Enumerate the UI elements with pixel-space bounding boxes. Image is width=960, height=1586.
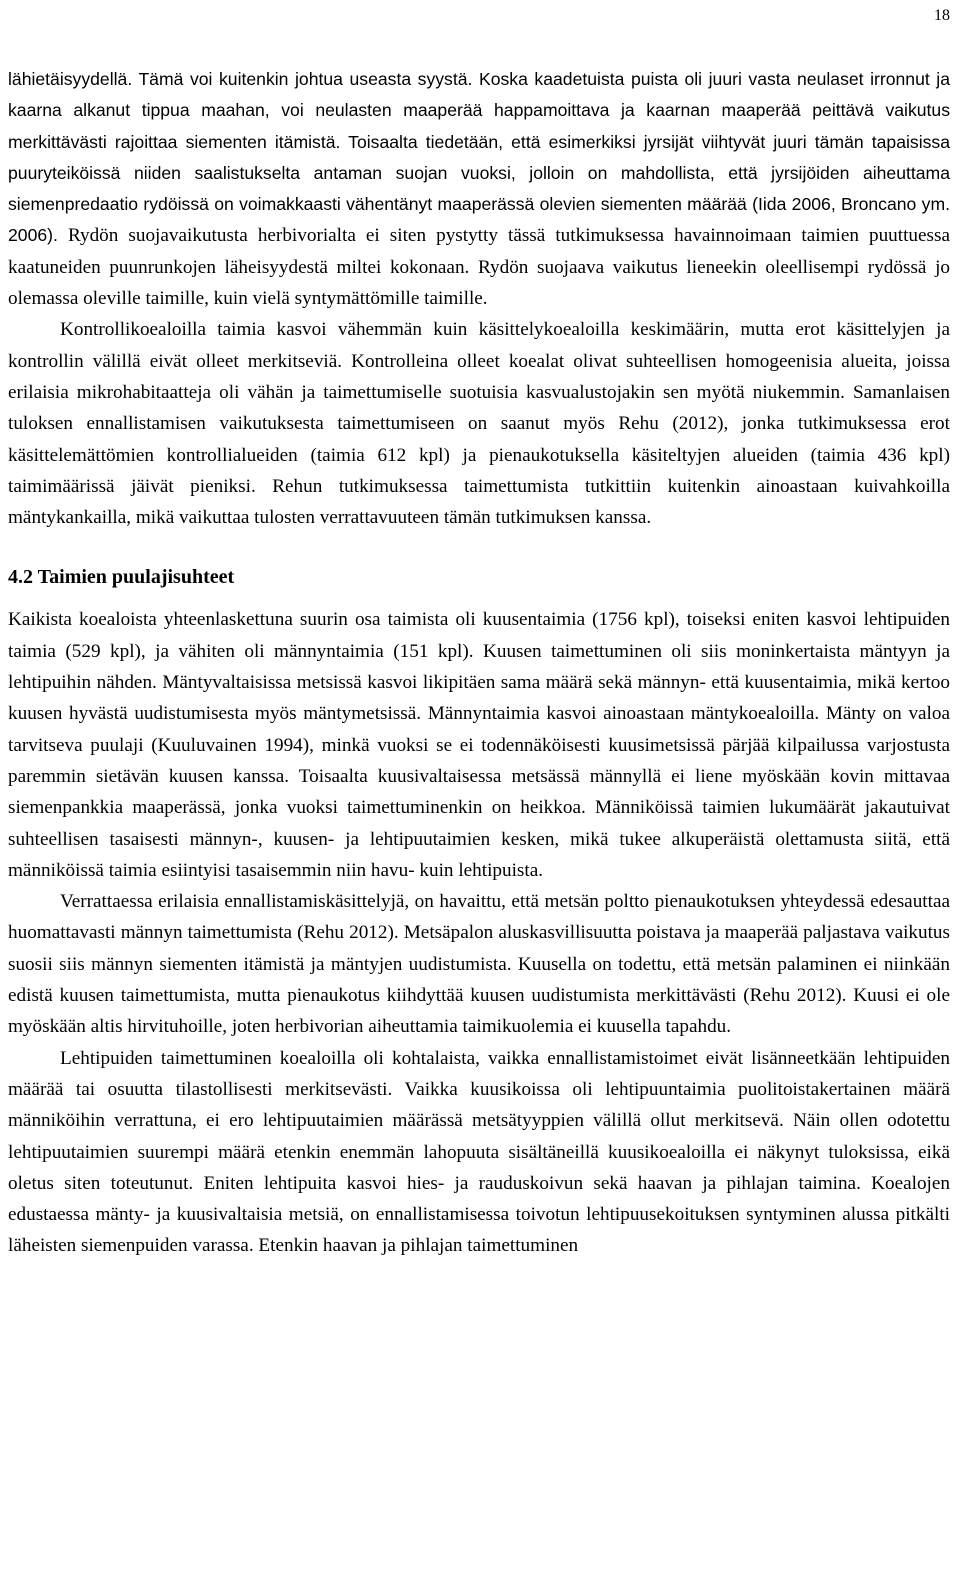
paragraph-3: Kaikista koealoista yhteenlaskettuna suurin osa taimista oli kuusentaimia (1756 kpl), toiseksi eniten kasvoi lehtipuiden taimia (529 kpl), ja vähiten oli männyntaimia (151 kpl). Kuusen taimettuminen oli siis moninkertaista mäntyyn ja lehtipuihin nähden. Mäntyvaltaisissa metsissä kasvoi likipitäen sama määrä sekä männyn- että kuusentaimia, mikä kertoo kuusen hyvästä uudistumisesta myös mäntymetsissä. Männyntaimia kasvoi ainoastaan mäntykoealoilla. Mänty on valoa tarvitseva puulaji (Kuuluvainen 1994), minkä vuoksi se ei todennäköisesti kuusimetsissä pärjää kilpailussa varjostusta paremmin sietävän kuusen kanssa. Toisaalta kuusivaltaisessa metsässä männyllä ei liene myöskään kovin mittavaa siemenpankkia maaperässä, jonka vuoksi taimettuminenkin on heikkoa. Männiköissä taimien lukumäärät jakautuivat suhteellisen tasaisesti männyn-, kuusen- ja lehtipuutaimien kesken, mikä tukee alkuperäistä olettamusta siitä, että männiköissä taimia esiintyisi tasaisemmin niin havu- kuin lehtipuista. <box>8 609 950 881</box>
section-heading: 4.2 Taimien puulajisuhteet <box>8 566 235 589</box>
paragraph-1-serif-part: Rydön suojavaikutusta herbivorialta ei siten pystytty tässä tutkimuksessa havainnoimaan taimien puuttuessa kaatuneiden puunrunkojen läheisyydestä miltei kokonaan. Rydön suojaava vaikutus lieneekin oleellisempi rydössä jo olemassa oleville taimille, kuin vielä syntymättömille taimille. <box>8 225 950 310</box>
paragraph-1 <box>8 64 950 314</box>
paragraph-5: Lehtipuiden taimettuminen koealoilla oli kohtalaista, vaikka ennallistamistoimet eivät lisänneetkään lehtipuiden määrää tai osuutta tilastollisesti merkitsevästi. Vaikka kuusikoissa oli lehtipuuntaimia puolitoistakertainen määrä männiköihin verrattuna, ei ero lehtipuutaimien määrässä metsätyyppien välillä ollut merkitsevä. Näin ollen odotettu lehtipuutaimien suurempi määrä etenkin enemmän lahopuuta sisältäneillä kuusikoealoilla ei näkynyt tuloksissa, eikä oletus siten toteutunut. Eniten lehtipuita kasvoi hies- ja rauduskoivun sekä haavan ja pihlajan taimina. Koealojen edustaessa mänty- ja kuusivaltaisia metsiä, on ennallistamisessa toivotun lehtipuusekoituksen syntyminen alussa pitkälti läheisten siemenpuiden varassa. Etenkin haavan ja pihlajan taimettuminen <box>8 1047 950 1257</box>
paragraph-1-sans-part: lähietäisyydellä. Tämä voi kuitenkin johtua useasta syystä. Koska kaadetuista puista oli juuri vasta neulaset irronnut ja kaarna alkanut tippua maahan, voi neulasten maaperää happamoittava ja kaarnan maaperää peittävä vaikutus merkittävästi rajoittaa siementen itämistä. Toisaalta tiedetään, että esimerkiksi jyrsijät viihtyvät juuri tämän tapaisissa puuryteiköissä niiden saalistukselta antaman suojan vuoksi, jolloin on mahdollista, että jyrsijöiden aiheuttama siemenpredaatio rydöissä on voimakkaasti vähentänyt maaperässä olevien siementen määrää (Iida 2006, Broncano ym. 2006). <box>8 69 950 246</box>
page-number: 18 <box>934 7 950 24</box>
document-body <box>8 64 950 1262</box>
paragraph-4: Verrattaessa erilaisia ennallistamiskäsittelyjä, on havaittu, että metsän poltto pienaukotuksen yhteydessä edesauttaa huomattavasti männyn taimettumista (Rehu 2012). Metsäpalon aluskasvillisuutta poistava ja maaperää paljastava vaikutus suosii siis männyn siementen itämistä ja mäntyjen uudistumista. Kuusella on todettu, että metsän palaminen ei niinkään edistä kuusen taimettumista, mutta pienaukotus kiihdyttää kuusen uudistumista merkittävästi (Rehu 2012). Kuusi ei ole myöskään altis hirvituhoille, joten herbivorian aiheuttamia taimikuolemia ei kuusella tapahdu. <box>8 891 950 1038</box>
paragraph-2: Kontrollikoealoilla taimia kasvoi vähemmän kuin käsittelykoealoilla keskimäärin, mutta erot käsittelyjen ja kontrollin välillä eivät olleet merkitseviä. Kontrolleina olleet koealat olivat suhteellisen homogeenisia alueita, joissa erilaisia mikrohabitaatteja oli vähän ja taimettumiselle suotuisia kasvualustojakin sen myötä niukemmin. Samanlaisen tuloksen ennallistamisen vaikutuksesta taimettumiseen on saanut myös Rehu (2012), jonka tutkimuksessa erot käsittelemättömien kontrollialueiden (taimia 612 kpl) ja pienaukotuksella käsiteltyjen alueiden (taimia 436 kpl) taimimäärissä jäivät pieniksi. Rehun tutkimuksessa taimettumista tutkittiin kuitenkin ainoastaan kuivahkoilla mäntykankailla, mikä vaikuttaa tulosten verrattavuuteen tämän tutkimuksen kanssa. <box>8 319 950 529</box>
